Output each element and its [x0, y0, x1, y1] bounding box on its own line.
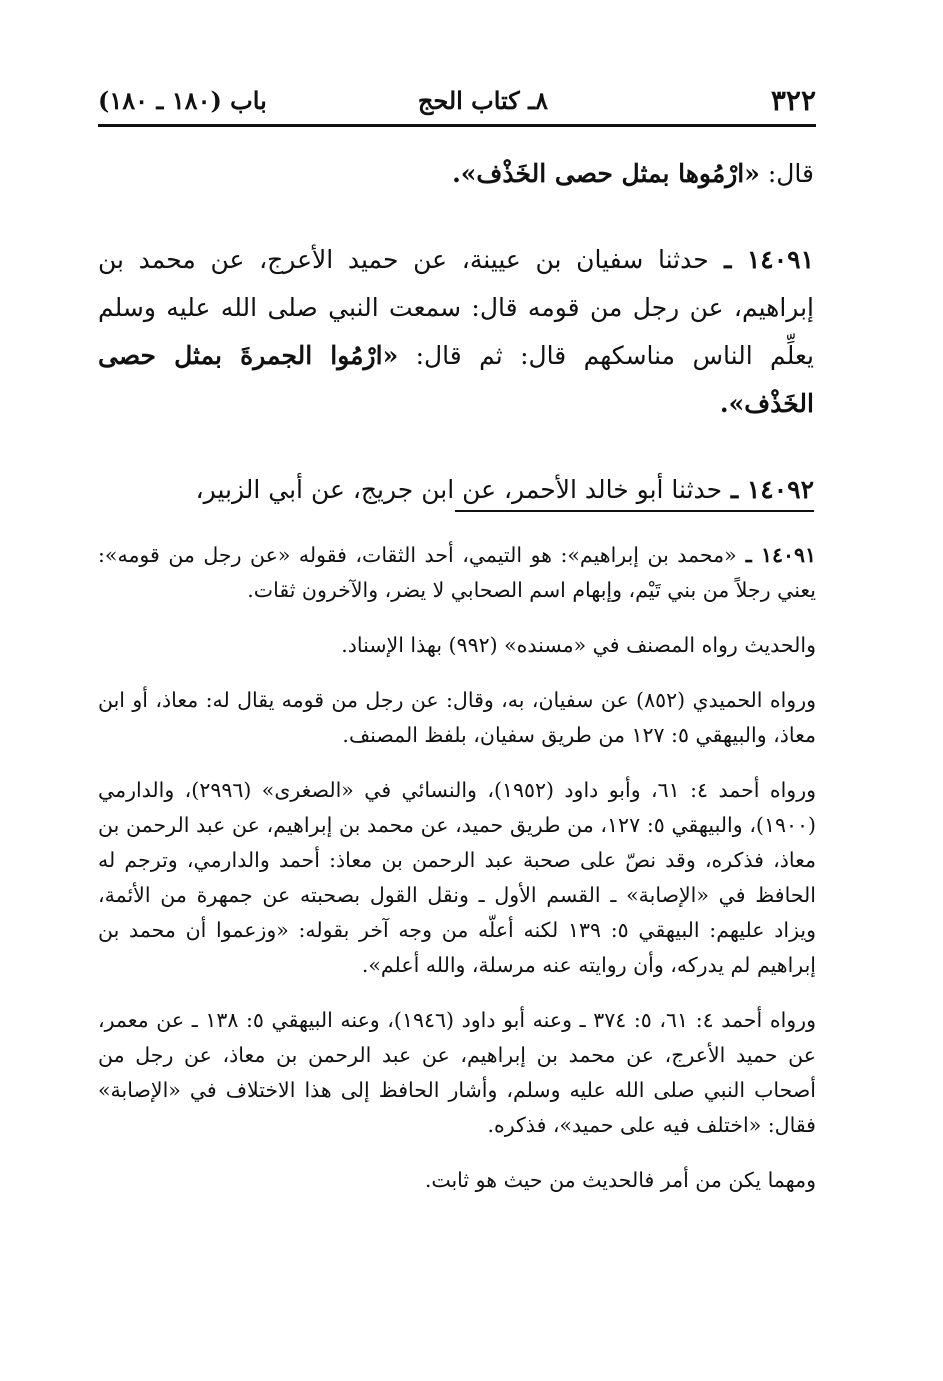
hadith-14091: [98, 236, 814, 428]
footnote-paragraph: ومهما يكن من أمر فالحديث من حيث هو ثابت.: [424, 1168, 816, 1192]
footnote-number: ١٤٠٩١ ـ: [736, 543, 816, 567]
footnote-paragraph: والحديث رواه المصنف في «مسنده» (٩٩٢) بهذا الإسناد.: [341, 633, 816, 657]
book-title: ٨ـ كتاب الحج: [417, 86, 548, 115]
hadith-number: ١٤٠٩١ ـ: [708, 245, 814, 274]
footnote-paragraph: [98, 538, 816, 608]
footnote-text: «محمد بن إبراهيم»: هو التيمي، أحد الثقات، فقوله «عن رجل من قومه»: يعني رجلاً من بني تَيْم، وإبهام اسم الصحابي لا يضر، والآخرون ثقات.: [98, 543, 816, 602]
intro-text: قال:: [759, 159, 814, 188]
prophetic-quote: «ارْمُوا الجمرةَ بمثل حصى الخَذْف».: [98, 341, 814, 418]
hadith-text: حدثنا أبو خالد الأحمر، عن ابن جريج، عن أبي الزبير،: [195, 475, 723, 504]
main-text: [98, 150, 814, 552]
hadith-text: حدثنا سفيان بن عيينة، عن حميد الأعرج، عن محمد بن إبراهيم، عن رجل من قومه قال: سمعت النبي صلى الله عليه وسلم يعلِّم الناس مناسكهم قال: ثم قال:: [98, 245, 814, 370]
running-header: [98, 84, 816, 127]
hadith-14092: [98, 466, 814, 514]
footnote-divider: [455, 510, 814, 512]
footnote-paragraph: ورواه الحميدي (٨٥٢) عن سفيان، به، وقال: عن رجل من قومه يقال له: معاذ، أو ابن معاذ، والبيهقي ٥: ١٢٧ من طريق سفيان، بلفظ المصنف.: [98, 688, 816, 747]
main-paragraph-1: [98, 150, 814, 198]
chapter-label: باب (١٨٠ ـ ١٨٠): [98, 86, 267, 115]
footnotes: [98, 538, 816, 1218]
footnote-paragraph: ورواه أحمد ٤: ٦١، ٥: ٣٧٤ ـ وعنه أبو داود (١٩٤٦)، وعنه البيهقي ٥: ١٣٨ ـ عن معمر، عن حميد الأعرج، عن محمد بن إبراهيم، عن عبد الرحمن بن معاذ، عن رجل من أصحاب النبي صلى الله عليه وسلم، وأشار الحافظ إلى هذا الاختلاف في «الإصابة» فقال: «اختلف فيه على حميد»، فذكره.: [98, 1008, 816, 1137]
hadith-number: ١٤٠٩٢ ـ: [722, 475, 814, 504]
prophetic-quote: «ارْمُوها بمثل حصى الخَذْف».: [452, 159, 760, 188]
page-number: ٣٢٢: [770, 84, 816, 117]
footnote-paragraph: ورواه أحمد ٤: ٦١، وأبو داود (١٩٥٢)، والنسائي في «الصغرى» (٢٩٩٦)، والدارمي (١٩٠٠)، والبيهقي ٥: ١٢٧، من طريق حميد، عن محمد بن إبراهيم، عن عبد الرحمن بن معاذ، فذكره، وقد نصّ على صحبة عبد الرحمن بن معاذ: أحمد والدارمي، وترجم له الحافظ في «الإصابة» ـ القسم الأول ـ ونقل القول بصحبته عن جمهرة من الأئمة، ويزاد عليهم: البيهقي ٥: ١٣٩ لكنه أعلّه من وجه آخر بقوله: «وزعموا أن محمد بن إبراهيم لم يدركه، وأن روايته عنه مرسلة، والله أعلم».: [98, 778, 816, 977]
